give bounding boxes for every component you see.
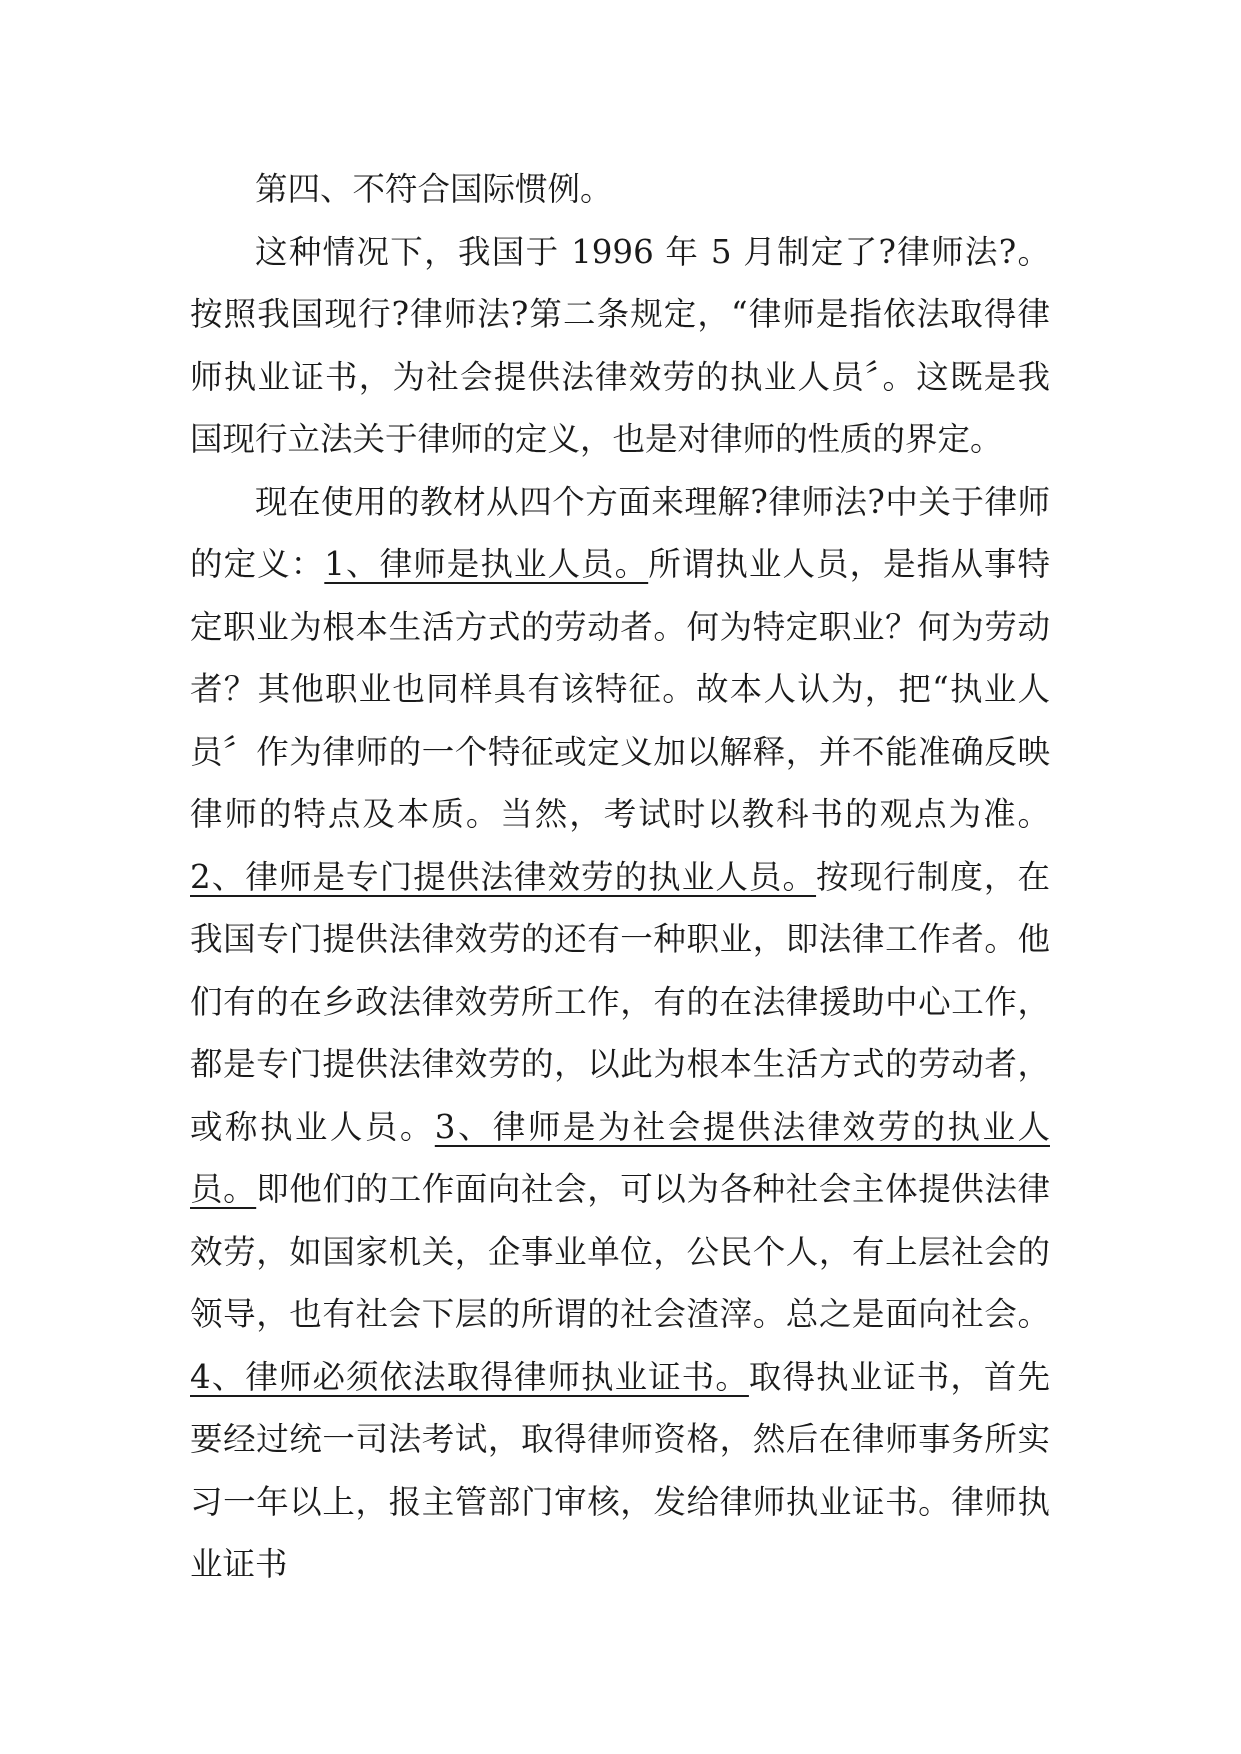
point-1-heading: 1、律师是执业人员。 xyxy=(324,545,649,583)
point-4-text: 取得执业证书，首先要经过统一司法考试，取得律师资格，然后在律师事务所实习一年以上，报主管部门审核，发给律师执业证书。律师执业证书 xyxy=(190,1357,1050,1583)
point-2-text: 按现行制度，在我国专门提供法律效劳的还有一种职业，即法律工作者。他们有的在乡政法律效劳所工作，有的在法律援助中心工作，都是专门提供法律效劳的，以此为根本生活方式的劳动者，或称执业人员。 xyxy=(190,857,1050,1146)
definition-intro: 现在使用的教材从四个方面来理解?律师法?中关于律师的定义： xyxy=(190,482,1050,583)
paragraph-definition-analysis xyxy=(190,471,1050,1596)
point-2-heading: 2、律师是专门提供法律效劳的执业人员。 xyxy=(190,857,817,896)
point-3-heading: 3、律师是为社会提供法律效劳的执业人员。 xyxy=(190,1107,1050,1208)
point-3-text: 即他们的工作面向社会，可以为各种社会主体提供法律效劳，如国家机关，企事业单位，公民个人，有上层社会的领导，也有社会下层的所谓的社会渣滓。总之是面向社会。 xyxy=(190,1170,1050,1333)
document-body xyxy=(190,158,1050,1596)
point-4-heading: 4、律师必须依法取得律师执业证书。 xyxy=(190,1357,749,1396)
paragraph-heading-fourth: 第四、不符合国际惯例。 xyxy=(255,170,613,208)
paragraph-lawyer-law: 这种情况下，我国于 1996 年 5 月制定了?律师法?。按照我国现行?律师法?第二条规定，“律师是指依法取得律师执业证书，为社会提供法律效劳的执业人员〞。这既是我国现行立法关于律师的定义，也是对律师的性质的界定。 xyxy=(190,232,1050,458)
point-1-text: 所谓执业人员，是指从事特定职业为根本生活方式的劳动者。何为特定职业？何为劳动者？其他职业也同样具有该特征。故本人认为，把“执业人员〞作为律师的一个特征或定义加以解释，并不能准确反映律师的特点及本质。当然，考试时以教科书的观点为准。 xyxy=(190,545,1050,833)
